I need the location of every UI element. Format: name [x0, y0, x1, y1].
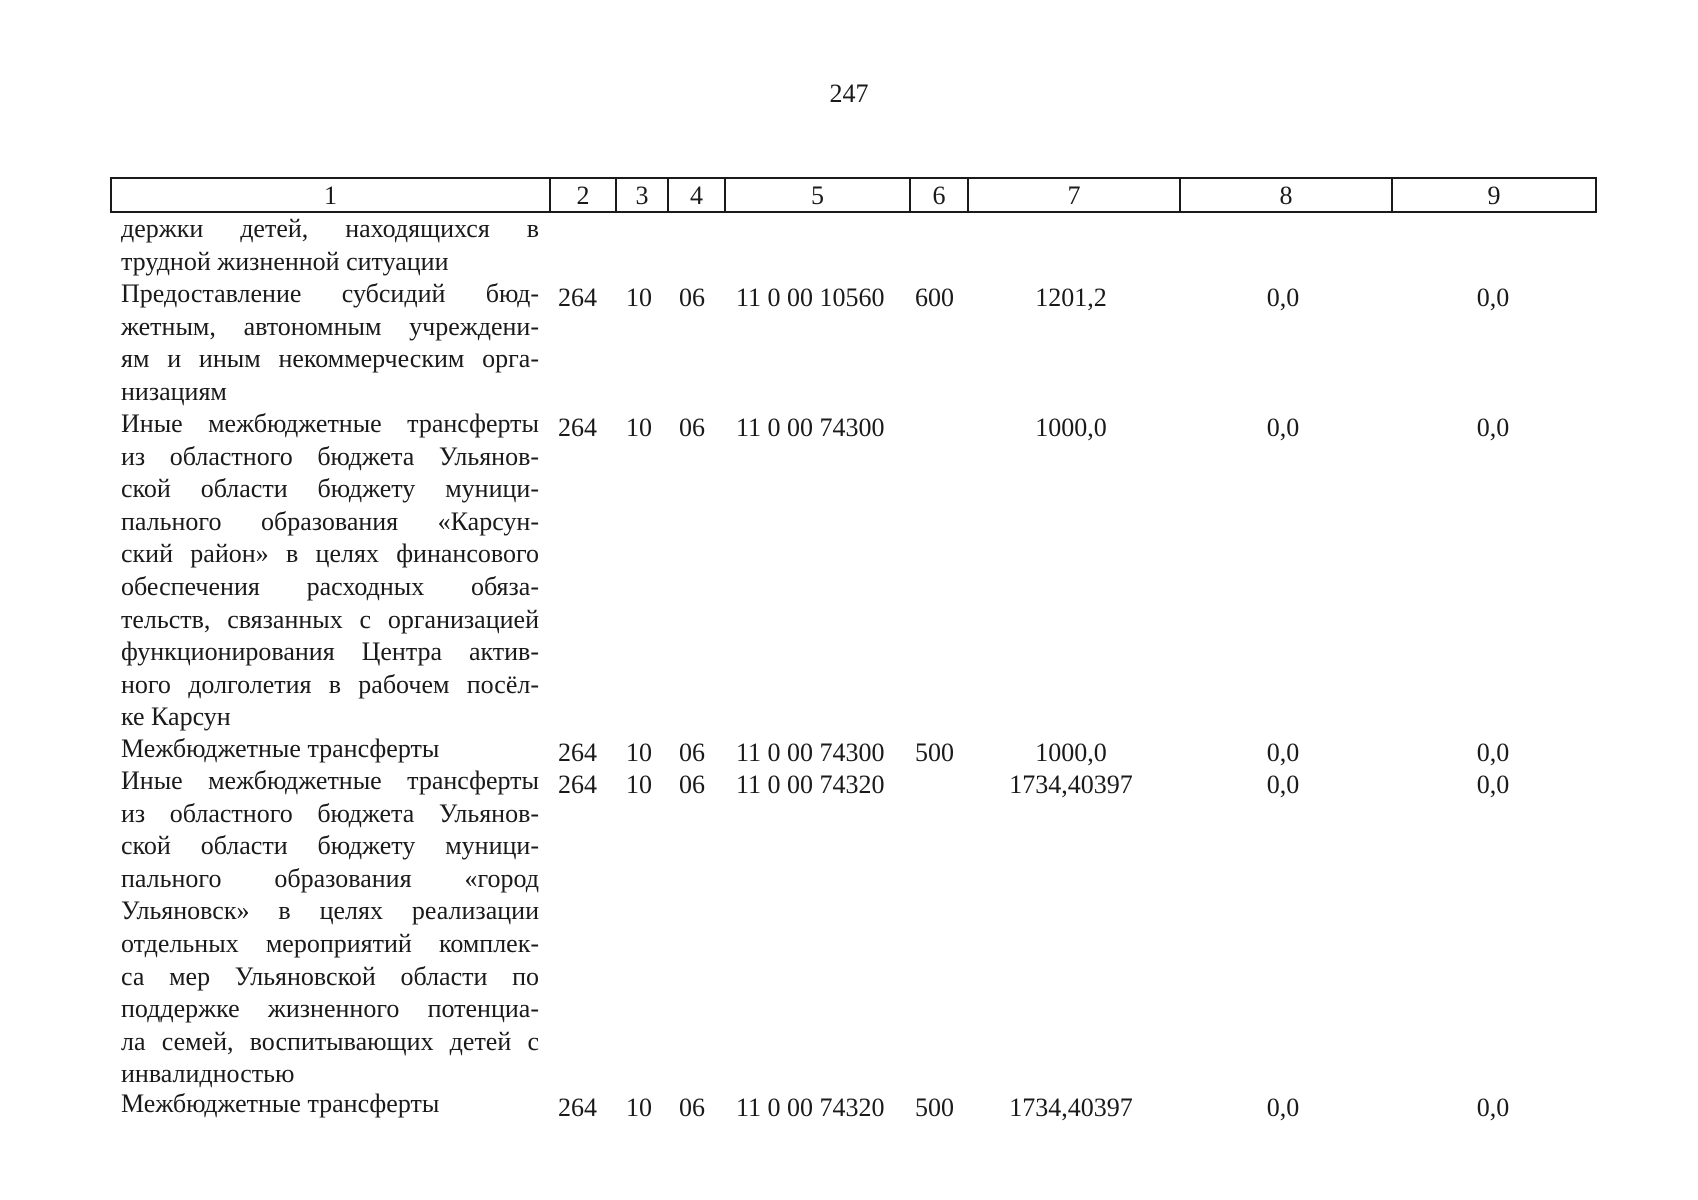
row-description — [121, 765, 539, 1091]
description-line: ской области бюджету муници- — [121, 831, 539, 861]
cell-c8: 0,0 — [1266, 1093, 1300, 1122]
description-line: инвалидностью — [121, 1059, 295, 1089]
table-header-row — [110, 177, 1597, 213]
cell-c8: 0,0 — [1266, 413, 1300, 442]
cell-c6: 600 — [915, 283, 954, 312]
description-line: держки детей, находящихся в — [121, 214, 539, 243]
cell-c9: 0,0 — [1476, 413, 1510, 442]
cell-c3: 10 — [626, 770, 652, 799]
header-col-1: 1 — [324, 181, 337, 210]
description-line: пального образования «Карсун- — [121, 506, 539, 536]
cell-c7: 1201,2 — [1035, 283, 1107, 312]
description-line: функционирования Центра актив- — [121, 637, 539, 667]
header-col-8: 8 — [1179, 179, 1391, 211]
description-line: Межбюджетные трансферты — [121, 1089, 440, 1118]
cell-c7: 1734,40397 — [1009, 770, 1133, 799]
cell-c5: 11 0 00 10560 — [736, 283, 885, 312]
description-line: ский район» в целях финансового — [121, 539, 539, 569]
cell-c9: 0,0 — [1476, 283, 1510, 312]
cell-c6: 500 — [915, 738, 954, 767]
description-line: ла семей, воспитывающих детей с — [121, 1026, 539, 1056]
cell-c2: 264 — [558, 1093, 597, 1122]
header-col-3: 3 — [615, 179, 667, 211]
cell-c6: 500 — [915, 1093, 954, 1122]
cell-c7: 1000,0 — [1035, 738, 1107, 767]
cell-c4: 06 — [679, 770, 705, 799]
description-line: Межбюджетные трансферты — [121, 734, 440, 763]
cell-c9: 0,0 — [1476, 1093, 1510, 1122]
description-line: жетным, автономным учреждени- — [121, 311, 539, 341]
header-col-6: 6 — [909, 179, 967, 211]
cell-c4: 06 — [679, 413, 705, 442]
description-line: поддержке жизненного потенциа- — [121, 994, 539, 1024]
row-description — [121, 213, 539, 278]
cell-c5: 11 0 00 74300 — [736, 738, 885, 767]
cell-c5: 11 0 00 74320 — [736, 1093, 885, 1122]
cell-c3: 10 — [626, 1093, 652, 1122]
cell-c9: 0,0 — [1476, 738, 1510, 767]
description-line: Предоставление субсидий бюд- — [121, 279, 539, 308]
description-line: отдельных мероприятий комплек- — [121, 928, 539, 958]
description-line: из областного бюджета Ульянов- — [121, 441, 539, 471]
description-line: трудной жизненной ситуации — [121, 246, 449, 276]
cell-c2: 264 — [558, 283, 597, 312]
header-col-5: 5 — [724, 179, 909, 211]
description-line: из областного бюджета Ульянов- — [121, 798, 539, 828]
cell-c4: 06 — [679, 283, 705, 312]
cell-c3: 10 — [626, 283, 652, 312]
description-line: са мер Ульяновской области по — [121, 961, 539, 991]
description-line: Иные межбюджетные трансферты — [121, 409, 539, 438]
cell-c7: 1000,0 — [1035, 413, 1107, 442]
cell-c5: 11 0 00 74300 — [736, 413, 885, 442]
row-description — [121, 1088, 539, 1121]
cell-c3: 10 — [626, 738, 652, 767]
description-line: пального образования «город — [121, 863, 539, 893]
cell-c2: 264 — [558, 413, 597, 442]
description-line: ской области бюджету муници- — [121, 474, 539, 504]
description-line: ке Карсун — [121, 702, 231, 732]
row-description — [121, 408, 539, 734]
cell-c2: 264 — [558, 770, 597, 799]
description-line: низациям — [121, 376, 227, 406]
cell-c4: 06 — [679, 1093, 705, 1122]
row-description — [121, 733, 539, 766]
description-line: Ульяновск» в целях реализации — [121, 896, 539, 926]
page-number: 247 — [829, 79, 869, 108]
cell-c7: 1734,40397 — [1009, 1093, 1133, 1122]
cell-c3: 10 — [626, 413, 652, 442]
header-col-7: 7 — [967, 179, 1179, 211]
cell-c9: 0,0 — [1476, 770, 1510, 799]
cell-c8: 0,0 — [1266, 738, 1300, 767]
cell-c5: 11 0 00 74320 — [736, 770, 885, 799]
header-col-9: 9 — [1391, 179, 1595, 211]
description-line: обеспечения расходных обяза- — [121, 571, 539, 601]
cell-c2: 264 — [558, 738, 597, 767]
row-description — [121, 278, 539, 408]
description-line: Иные межбюджетные трансферты — [121, 766, 539, 795]
header-col-4: 4 — [667, 179, 724, 211]
description-line: тельств, связанных с организацией — [121, 604, 539, 634]
cell-c8: 0,0 — [1266, 283, 1300, 312]
description-line: ного долголетия в рабочем посёл- — [121, 669, 539, 699]
description-line: ям и иным некоммерческим орга- — [121, 344, 539, 374]
cell-c4: 06 — [679, 738, 705, 767]
cell-c8: 0,0 — [1266, 770, 1300, 799]
header-col-2: 2 — [549, 179, 615, 211]
